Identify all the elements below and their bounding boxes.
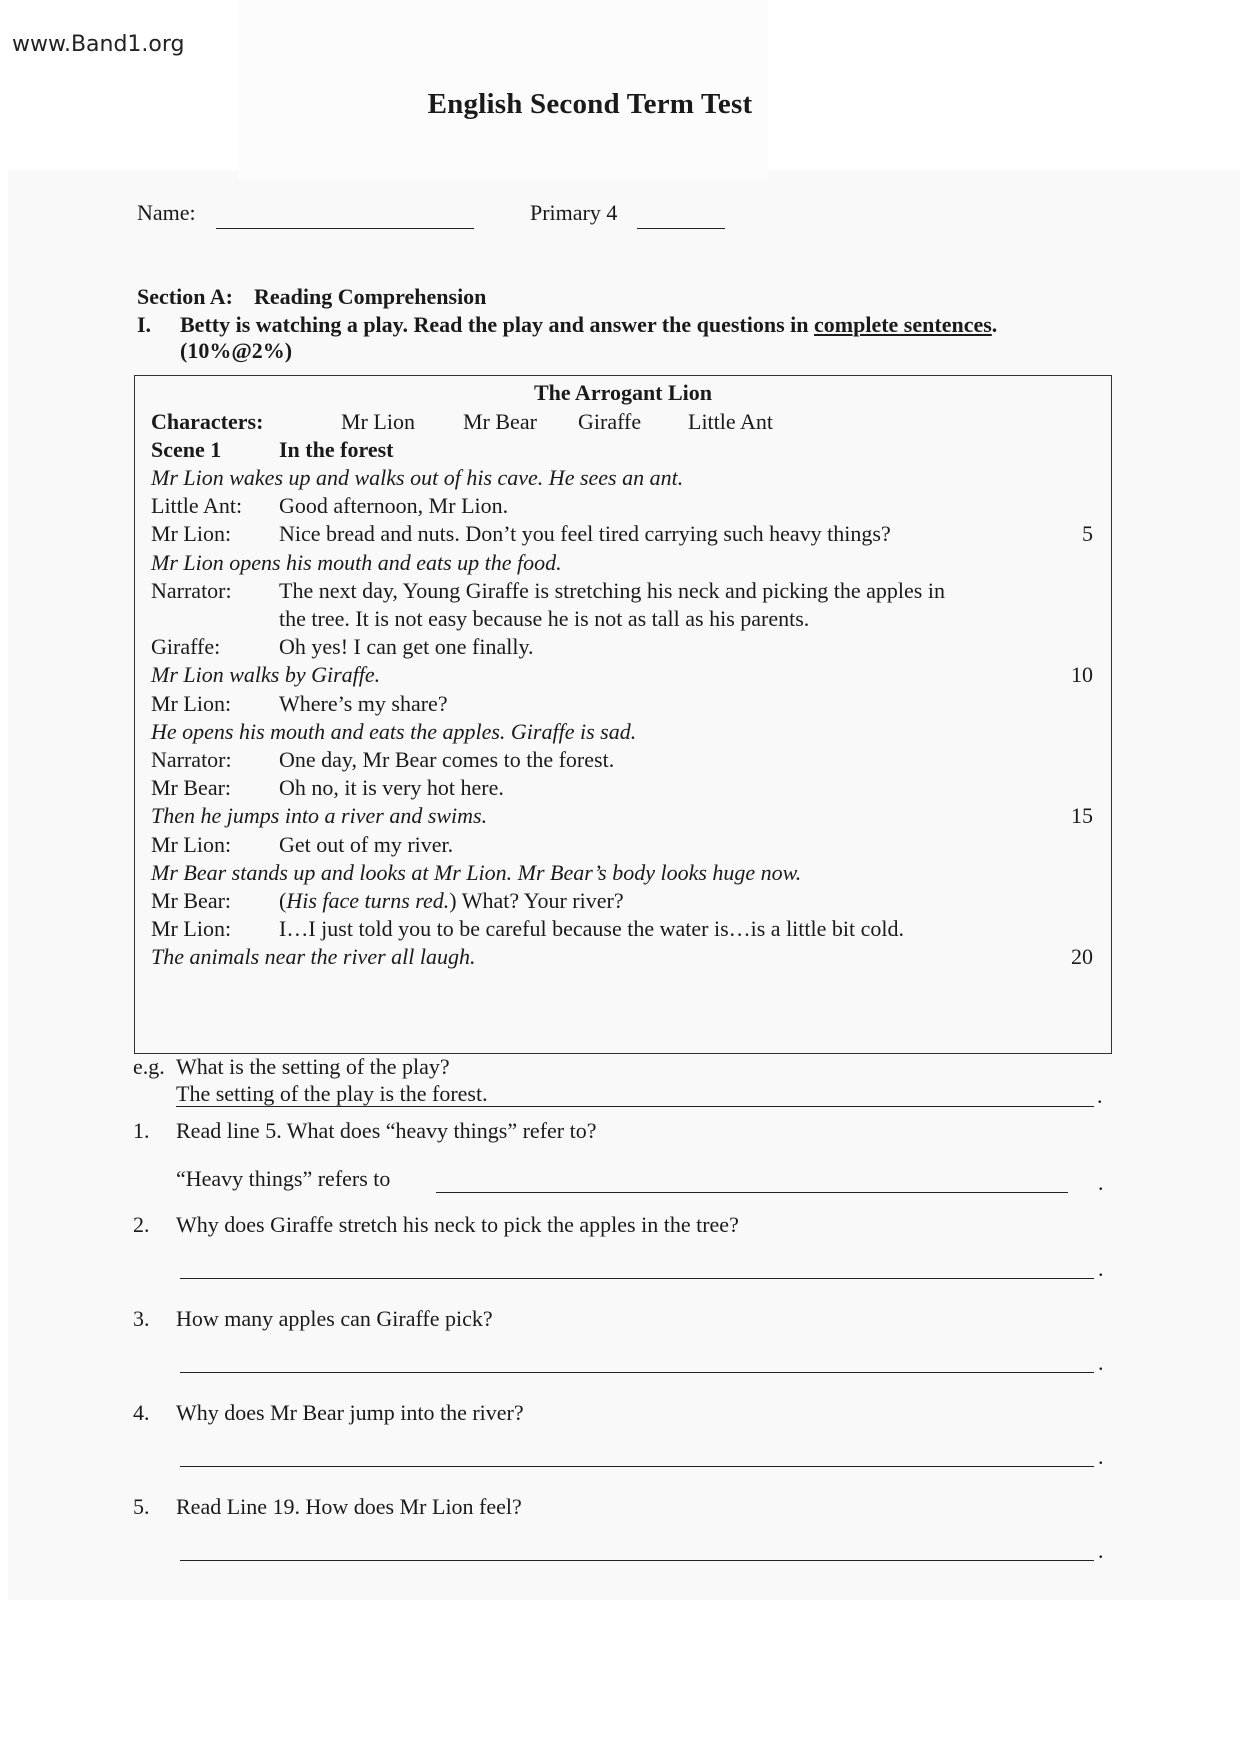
answer-period: . bbox=[1098, 1538, 1104, 1563]
example-answer-line bbox=[176, 1106, 1094, 1107]
example-question: What is the setting of the play? bbox=[176, 1054, 450, 1079]
play-title: The Arrogant Lion bbox=[533, 380, 713, 405]
dialogue-text: Where’s my share? bbox=[279, 690, 448, 716]
name-label: Name: bbox=[137, 200, 196, 225]
stage-direction-text: Then he jumps into a river and swims. bbox=[151, 803, 488, 829]
question-text: Why does Mr Bear jump into the river? bbox=[176, 1400, 524, 1425]
part-number: I. bbox=[137, 312, 152, 337]
dialogue-line bbox=[151, 888, 624, 914]
play-passage-box bbox=[134, 375, 1112, 1054]
stage-direction-text: Mr Lion opens his mouth and eats up the food. bbox=[151, 549, 562, 575]
speaker-label: Narrator: bbox=[151, 747, 232, 772]
dialogue-text: Oh no, it is very hot here. bbox=[279, 775, 504, 801]
dialogue-text: The next day, Young Giraffe is stretching his neck and picking the apples in bbox=[279, 577, 945, 603]
scene-row bbox=[151, 437, 393, 463]
answer-line[interactable] bbox=[180, 1466, 1094, 1467]
question-text: Read line 5. What does “heavy things” refer to? bbox=[176, 1118, 597, 1143]
stage-direction-text: The animals near the river all laugh. bbox=[151, 944, 476, 970]
question-number: 2. bbox=[133, 1212, 150, 1237]
section-name: Reading Comprehension bbox=[253, 284, 487, 309]
dialogue-text: Oh yes! I can get one finally. bbox=[279, 634, 534, 660]
speaker-label: Giraffe: bbox=[151, 634, 221, 660]
character: Mr Lion bbox=[341, 409, 415, 434]
question-number: 1. bbox=[133, 1118, 150, 1143]
class-field[interactable] bbox=[637, 228, 725, 229]
stage-direction bbox=[151, 944, 475, 970]
part-instruction bbox=[180, 312, 997, 338]
dialogue-text: the tree. It is not easy because he is not as tall as his parents. bbox=[279, 606, 810, 631]
stage-direction-text: Mr Lion wakes up and walks out of his cave. He sees an ant. bbox=[151, 465, 684, 490]
answer-line[interactable] bbox=[180, 1278, 1094, 1279]
dialogue-line bbox=[151, 691, 448, 717]
stage-direction-text: He opens his mouth and eats the apples. Giraffe is sad. bbox=[151, 718, 637, 744]
question-text: How many apples can Giraffe pick? bbox=[176, 1306, 493, 1331]
character: Little Ant bbox=[688, 409, 773, 434]
speaker-label: Mr Lion: bbox=[151, 521, 232, 547]
section-heading bbox=[137, 284, 486, 310]
question-text: Why does Giraffe stretch his neck to pick the apples in the tree? bbox=[176, 1212, 739, 1237]
answer-period: . bbox=[1098, 1444, 1104, 1469]
stage-direction bbox=[151, 860, 801, 886]
dialogue-text: One day, Mr Bear comes to the forest. bbox=[279, 747, 615, 772]
character: Giraffe bbox=[578, 409, 642, 434]
section-label: Section A: bbox=[137, 284, 233, 309]
stage-direction bbox=[151, 719, 636, 745]
stage-direction bbox=[151, 550, 562, 576]
answer-line[interactable] bbox=[180, 1560, 1094, 1561]
line-number: 20 bbox=[1071, 944, 1093, 970]
stage-direction bbox=[151, 465, 683, 491]
dialogue-line bbox=[151, 521, 891, 547]
speaker-label: Narrator: bbox=[151, 577, 232, 603]
instruction-emphasis: complete sentences bbox=[814, 312, 992, 337]
example-period: . bbox=[1097, 1083, 1103, 1108]
question-number: 5. bbox=[133, 1494, 150, 1519]
speaker-label: Mr Lion: bbox=[151, 690, 232, 716]
dialogue-text: (His face turns red.) What? Your river? bbox=[279, 888, 624, 913]
stage-direction bbox=[151, 803, 487, 829]
scene-label: Scene 1 bbox=[151, 437, 222, 462]
part-marks: (10%@2%) bbox=[180, 338, 293, 363]
question-number: 4. bbox=[133, 1400, 150, 1425]
line-number: 5 bbox=[1082, 521, 1093, 547]
dialogue-line bbox=[151, 606, 809, 632]
speaker-label: Mr Lion: bbox=[151, 916, 232, 942]
example-answer: The setting of the play is the forest. bbox=[176, 1081, 488, 1106]
answer-prompt: “Heavy things” refers to bbox=[176, 1166, 391, 1191]
dialogue-line bbox=[151, 832, 453, 858]
scene-setting: In the forest bbox=[279, 437, 394, 462]
dialogue-text: Good afternoon, Mr Lion. bbox=[279, 493, 509, 519]
answer-line[interactable] bbox=[180, 1372, 1094, 1373]
answer-period: . bbox=[1098, 1256, 1104, 1281]
dialogue-line bbox=[151, 775, 504, 801]
answer-line[interactable] bbox=[436, 1192, 1068, 1193]
stage-direction-text: Mr Bear stands up and looks at Mr Lion. Mr Bear’s body looks huge now. bbox=[151, 859, 802, 885]
instruction-text: Betty is watching a play. Read the play and answer the questions in bbox=[180, 312, 815, 337]
dialogue-line bbox=[151, 493, 508, 519]
name-field[interactable] bbox=[216, 228, 474, 229]
answer-period: . bbox=[1098, 1170, 1104, 1195]
speaker-label: Mr Bear: bbox=[151, 888, 232, 913]
speaker-label: Mr Lion: bbox=[151, 831, 232, 857]
stage-direction bbox=[151, 662, 380, 688]
characters-label: Characters: bbox=[151, 409, 264, 434]
page-title: English Second Term Test bbox=[427, 88, 753, 120]
stage-direction-text: Mr Lion walks by Giraffe. bbox=[151, 662, 381, 688]
answer-period: . bbox=[1098, 1350, 1104, 1375]
site-watermark: www.Band1.org bbox=[12, 32, 185, 57]
question-number: 3. bbox=[133, 1306, 150, 1331]
example-label: e.g. bbox=[133, 1054, 165, 1079]
speaker-label: Little Ant: bbox=[151, 493, 243, 519]
speaker-label: Mr Bear: bbox=[151, 775, 232, 801]
dialogue-text: I…I just told you to be careful because the water is…is a little bit cold. bbox=[279, 916, 904, 942]
dialogue-line bbox=[151, 916, 904, 942]
question-text: Read Line 19. How does Mr Lion feel? bbox=[176, 1494, 522, 1519]
dialogue-line bbox=[151, 747, 614, 773]
dialogue-text: Get out of my river. bbox=[279, 831, 454, 857]
character: Mr Bear bbox=[463, 409, 537, 434]
dialogue-text: Nice bread and nuts. Don’t you feel tired carrying such heavy things? bbox=[279, 521, 891, 547]
line-number: 10 bbox=[1071, 662, 1093, 688]
dialogue-line bbox=[151, 578, 945, 604]
instruction-period: . bbox=[991, 312, 998, 337]
characters-row bbox=[151, 409, 773, 435]
line-number: 15 bbox=[1071, 803, 1093, 829]
dialogue-line bbox=[151, 634, 534, 660]
class-label: Primary 4 bbox=[530, 200, 618, 225]
